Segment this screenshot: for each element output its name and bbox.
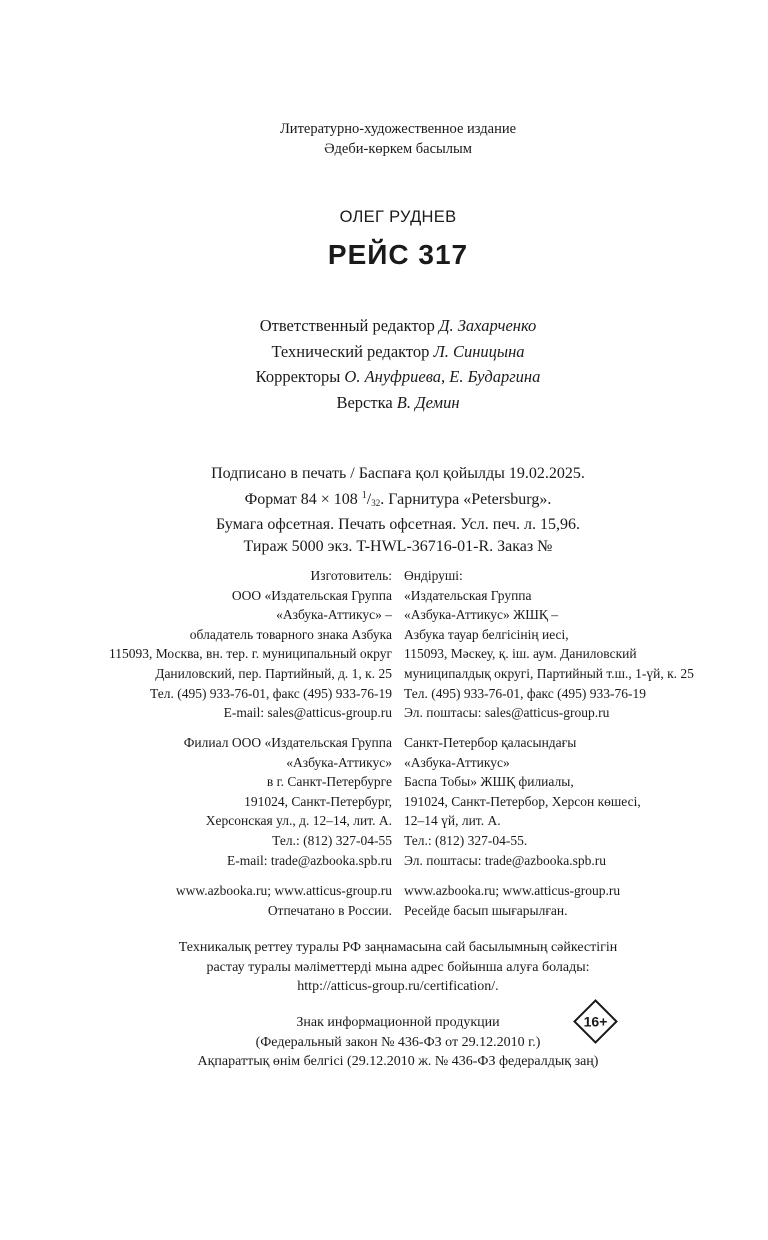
staff-line: Технический редактор Л. Синицына	[271, 341, 525, 361]
edition-type	[0, 119, 768, 159]
paper-line: Бумага офсетная. Печать офсетная. Усл. печ. л. 15,96.	[216, 516, 580, 533]
staff-line: Верстка В. Демин	[336, 392, 460, 412]
age-rating-badge	[573, 999, 618, 1044]
signed-date: Подписано в печать / Баспаға қол қойылды 19.02.2025.	[211, 465, 585, 482]
staff-line: Ответственный редактор Д. Захарченко	[259, 316, 537, 335]
staff-credits	[0, 313, 768, 415]
edition-type-ru: Литературно-художественное издание	[279, 121, 517, 137]
edition-type-kz: Әдеби-көркем басылым	[324, 141, 472, 157]
run-line: Тираж 5000 экз. T-HWL-36716-01-R. Заказ №	[243, 537, 553, 555]
format-line: Формат 84 × 108 $^1/_{32}$. Гарнитура «Petersburg».	[244, 489, 552, 508]
info-product-sign: Знак информационной продукции (Федеральный закон № 436-ФЗ от 29.12.2010 г.) Ақпараттық өнім белгісі (29.12.2010 ж. № 436-ФЗ федералдық заң)	[197, 1015, 599, 1069]
manufacturer-kz: Өндіруші: «Издательская Группа «Азбука-Аттикус» ЖШҚ – Азбука тауар белгісінің иесі, 115093, Мәскеу, қ. іш. аум. Даниловский муниципалдық округі, Партийный т.ш., 1-үй, к. 25 Тел. (495) 933-76-01, факс (495) 933-76-19 Эл. поштасы: sales@atticus-group.ru	[404, 568, 694, 721]
manufacturer-ru: Изготовитель: ООО «Издательская Группа «Азбука-Аттикус» – обладатель товарного знака Азбука 115093, Москва, вн. тер. г. муниципальный округ Даниловский, пер. Партийный, д. 1, к. 25 Тел. (495) 933-76-01, факс (495) 933-76-19 E-mail: sales@atticus-group.ru	[109, 568, 392, 721]
web-kz: www.azbooka.ru; www.atticus-group.ru Ресейде басып шығарылған.	[404, 883, 621, 918]
certification-url: http://atticus-group.ru/certification/.	[297, 979, 499, 994]
website-links: www.azbooka.ru; www.atticus-group.ru	[404, 883, 621, 898]
book-title: РЕЙС 317	[327, 239, 469, 270]
author-name: ОЛЕГ РУДНЕВ	[339, 208, 457, 226]
branch-ru: Филиал ООО «Издательская Группа «Азбука-Аттикус» в г. Санкт-Петербурге 191024, Санкт-Петербург, Херсонская ул., д. 12–14, лит. А. Тел.: (812) 327-04-55 E-mail: trade@azbooka.spb.ru	[183, 735, 392, 868]
branch-kz: Санкт-Петербор қаласындағы «Азбука-Аттикус» Баспа Тобы» ЖШҚ филиалы, 191024, Санкт-Петербор, Херсон көшесі, 12–14 үй, лит. А. Тел.: (812) 327-04-55. Эл. поштасы: trade@azbooka.spb.ru	[404, 735, 641, 868]
web-ru: www.azbooka.ru; www.atticus-group.ru Отпечатано в России.	[175, 883, 392, 918]
certification-note: Техникалық реттеу туралы РФ заңнамасына сай басылымның сәйкестігін растау туралы мәліметтерді мына адрес бойынша алуға болады: http://atticus-group.ru/certification/.	[0, 938, 768, 997]
printing-info	[0, 463, 768, 557]
staff-line: Корректоры О. Ануфриева, Е. Бударгина	[255, 367, 541, 386]
website-links: www.azbooka.ru; www.atticus-group.ru	[175, 883, 392, 898]
age-rating-text: 16+	[583, 1013, 608, 1030]
